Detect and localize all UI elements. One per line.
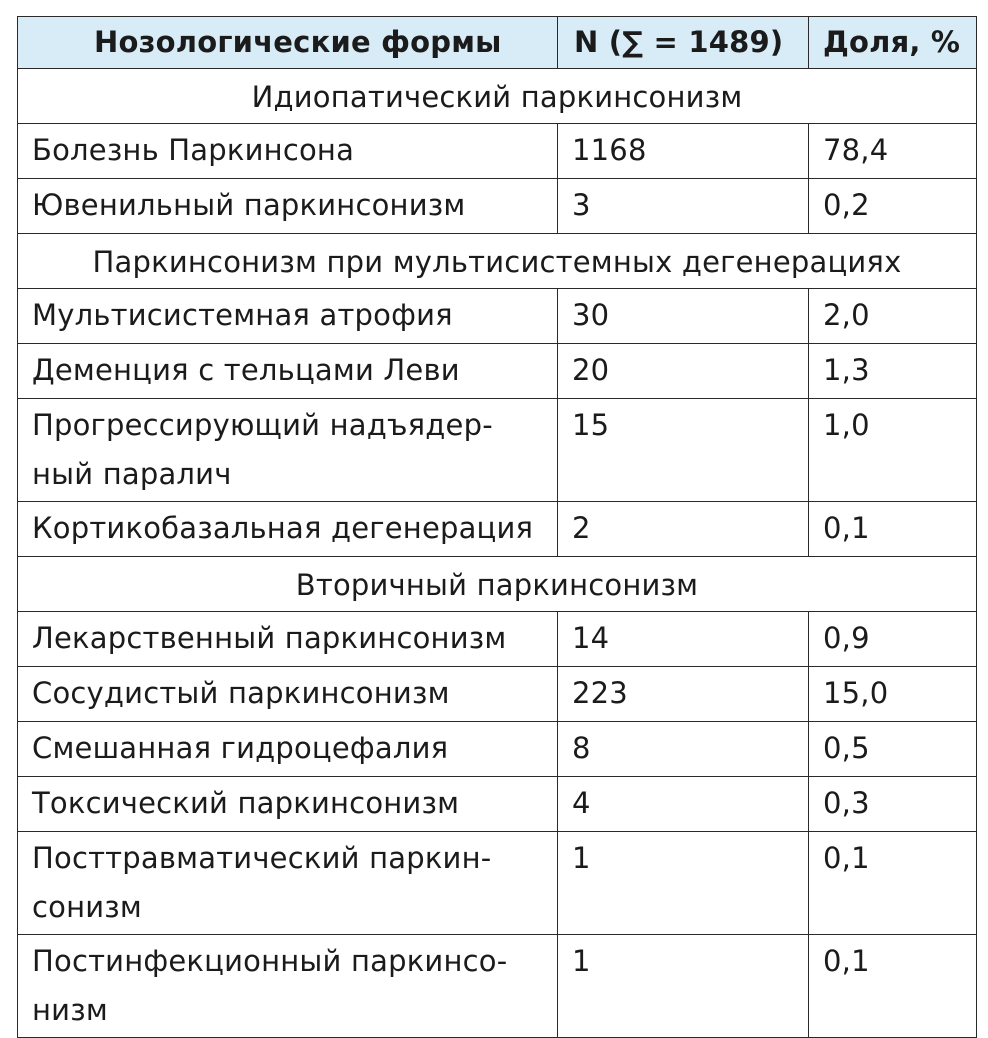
header-share: Доля, % bbox=[809, 17, 977, 69]
header-count: N (∑ = 1489) bbox=[558, 17, 809, 69]
count-cell: 4 bbox=[558, 777, 809, 832]
share-cell: 2,0 bbox=[809, 289, 977, 344]
table-row bbox=[18, 612, 977, 667]
share-cell: 0,2 bbox=[809, 179, 977, 234]
nosology-cell: Деменция с тельцами Леви bbox=[18, 344, 558, 399]
count-cell: 2 bbox=[558, 502, 809, 557]
table-row bbox=[18, 722, 977, 777]
share-cell: 0,3 bbox=[809, 777, 977, 832]
nosology-cell: Посттравматический паркин- сонизм bbox=[18, 832, 558, 935]
nosology-cell: Мультисистемная атрофия bbox=[18, 289, 558, 344]
share-cell: 1,3 bbox=[809, 344, 977, 399]
table-row bbox=[18, 832, 977, 935]
share-cell: 1,0 bbox=[809, 399, 977, 502]
table-row bbox=[18, 124, 977, 179]
count-cell: 1 bbox=[558, 935, 809, 1038]
count-cell: 223 bbox=[558, 667, 809, 722]
share-cell: 0,5 bbox=[809, 722, 977, 777]
nosology-table bbox=[17, 16, 977, 1038]
section-title: Идиопатический паркинсонизм bbox=[18, 69, 977, 124]
share-cell: 0,1 bbox=[809, 502, 977, 557]
nosology-cell: Болезнь Паркинсона bbox=[18, 124, 558, 179]
nosology-cell: Смешанная гидроцефалия bbox=[18, 722, 558, 777]
header-row bbox=[18, 17, 977, 69]
count-cell: 1 bbox=[558, 832, 809, 935]
header-nosology: Нозологические формы bbox=[18, 17, 558, 69]
section-title: Паркинсонизм при мультисистемных дегенерациях bbox=[18, 234, 977, 289]
section-row bbox=[18, 234, 977, 289]
count-cell: 1168 bbox=[558, 124, 809, 179]
table-row bbox=[18, 399, 977, 502]
table-row bbox=[18, 179, 977, 234]
share-cell: 0,9 bbox=[809, 612, 977, 667]
count-cell: 30 bbox=[558, 289, 809, 344]
table-row bbox=[18, 667, 977, 722]
count-cell: 3 bbox=[558, 179, 809, 234]
table-row bbox=[18, 935, 977, 1038]
share-cell: 0,1 bbox=[809, 832, 977, 935]
section-row bbox=[18, 557, 977, 612]
section-title: Вторичный паркинсонизм bbox=[18, 557, 977, 612]
share-cell: 15,0 bbox=[809, 667, 977, 722]
nosology-cell: Ювенильный паркинсонизм bbox=[18, 179, 558, 234]
count-cell: 8 bbox=[558, 722, 809, 777]
share-cell: 78,4 bbox=[809, 124, 977, 179]
nosology-cell: Кортикобазальная дегенерация bbox=[18, 502, 558, 557]
count-cell: 14 bbox=[558, 612, 809, 667]
table-row bbox=[18, 502, 977, 557]
table-row bbox=[18, 344, 977, 399]
nosology-cell: Лекарственный паркинсонизм bbox=[18, 612, 558, 667]
nosology-cell: Прогрессирующий надъядер- ный паралич bbox=[18, 399, 558, 502]
nosology-cell: Постинфекционный паркинсо- низм bbox=[18, 935, 558, 1038]
count-cell: 20 bbox=[558, 344, 809, 399]
section-row bbox=[18, 69, 977, 124]
nosology-cell: Сосудистый паркинсонизм bbox=[18, 667, 558, 722]
share-cell: 0,1 bbox=[809, 935, 977, 1038]
table-row bbox=[18, 289, 977, 344]
count-cell: 15 bbox=[558, 399, 809, 502]
table-row bbox=[18, 777, 977, 832]
table-body bbox=[18, 69, 977, 1038]
nosology-cell: Токсический паркинсонизм bbox=[18, 777, 558, 832]
